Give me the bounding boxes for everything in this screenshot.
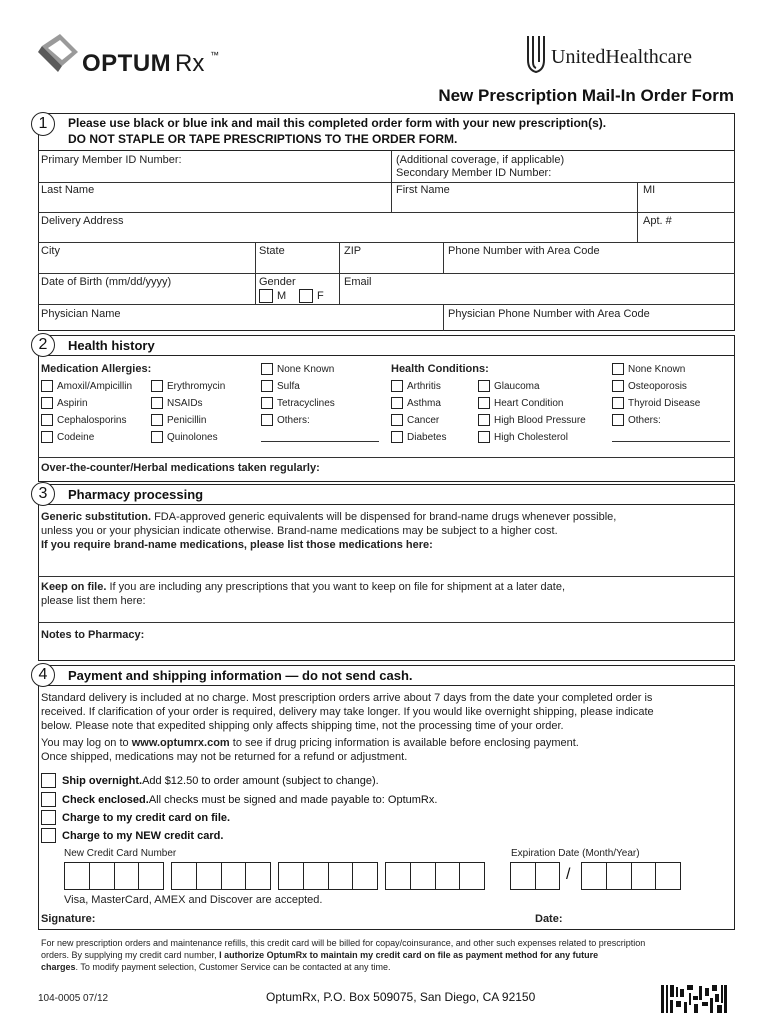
keep-on-file-text-2: please list them here: [41, 595, 146, 607]
allergy-aspirin[interactable]: Aspirin [41, 397, 88, 409]
delivery-info-3: below. Please note that expedited shipping only affects shipping time, not the processing time of your order. [41, 720, 564, 732]
optum-rx-wordmark: Rx [175, 50, 205, 77]
additional-coverage-label: (Additional coverage, if applicable) [396, 154, 565, 166]
expiration-date-label: Expiration Date (Month/Year) [511, 848, 640, 859]
new-credit-card-option[interactable]: Charge to my NEW credit card. [41, 828, 223, 843]
checkbox[interactable] [478, 397, 490, 409]
generic-substitution-text-2: unless you or your physician indicate otherwise. Brand-name medications may be subject to a higher cost. [41, 525, 558, 537]
section-4-number: 4 [31, 663, 55, 687]
checkbox[interactable] [151, 397, 163, 409]
condition-osteoporosis[interactable]: Osteoporosis [612, 380, 687, 392]
allergy-others-line[interactable] [261, 441, 379, 442]
secondary-member-id-label: Secondary Member ID Number: [396, 167, 552, 179]
keep-on-file-text: Keep on file. If you are including any prescriptions that you want to keep on file for shipment at a later date, [41, 581, 566, 593]
allergy-tetracyclines[interactable]: Tetracyclines [261, 397, 335, 409]
physician-phone-label: Physician Phone Number with Area Code [448, 308, 650, 320]
checkbox[interactable] [261, 363, 273, 375]
notes-to-pharmacy-label: Notes to Pharmacy: [41, 629, 145, 641]
optumrx-link[interactable]: www.optumrx.com [131, 737, 230, 749]
section-1-heading-line2: DO NOT STAPLE OR TAPE PRESCRIPTIONS TO THE ORDER FORM. [68, 132, 458, 146]
condition-cancer[interactable]: Cancer [391, 414, 439, 426]
no-returns-info: Once shipped, medications may not be returned for a refund or adjustment. [41, 751, 408, 763]
gender-f-option[interactable]: F [299, 289, 324, 303]
condition-high-bp[interactable]: High Blood Pressure [478, 414, 586, 426]
date-label: Date: [535, 913, 563, 925]
condition-others[interactable]: Others: [612, 414, 661, 426]
cc-group-3[interactable] [278, 862, 378, 890]
allergy-others[interactable]: Others: [261, 414, 310, 426]
generic-substitution-text: Generic substitution. FDA-approved generic equivalents will be dispensed for brand-name drugs whenever possible, [41, 511, 617, 523]
allergy-erythromycin[interactable]: Erythromycin [151, 380, 225, 392]
checkbox[interactable] [41, 431, 53, 443]
form-code: 104-0005 07/12 [38, 993, 109, 1004]
condition-none-known[interactable]: None Known [612, 363, 685, 375]
apt-label: Apt. # [643, 215, 672, 227]
signature-label: Signature: [41, 913, 96, 925]
section-1-number: 1 [31, 112, 55, 136]
exp-year-boxes[interactable] [581, 862, 681, 890]
delivery-info-1: Standard delivery is included at no charge. Most prescription orders arrive about 7 days from the date your completed order is [41, 692, 653, 704]
checkbox[interactable] [612, 363, 624, 375]
allergy-codeine[interactable]: Codeine [41, 431, 94, 443]
physician-name-label: Physician Name [41, 308, 121, 320]
allergy-amoxil[interactable]: Amoxil/Ampicillin [41, 380, 132, 392]
checkbox[interactable] [261, 397, 273, 409]
gender-label: Gender [259, 276, 296, 288]
condition-others-line[interactable] [612, 441, 730, 442]
otc-medications-label: Over-the-counter/Herbal medications taken regularly: [41, 462, 320, 474]
dob-label: Date of Birth (mm/dd/yyyy) [41, 276, 172, 288]
allergy-penicillin[interactable]: Penicillin [151, 414, 206, 426]
section-3-heading: Pharmacy processing [68, 487, 204, 502]
billing-disclaimer: For new prescription orders and maintenance refills, this credit card will be billed for copay/coinsurance, and other such expenses related to prescription orders. By supplying my credit card number, I authorize OptumRx to maintain my credit card on file as payment method for any future charges. To modify payment selection, Customer Service can be contacted at any time. [41, 938, 646, 972]
uhc-logo-icon [525, 34, 547, 74]
checkbox[interactable] [261, 414, 273, 426]
gender-m-option[interactable]: M [259, 289, 286, 303]
website-info: You may log on to www.optumrx.com to see if drug pricing information is available before enclosing payment. [41, 737, 579, 749]
checkbox[interactable] [612, 397, 624, 409]
checkbox[interactable] [41, 828, 56, 843]
section-2-number: 2 [31, 333, 55, 357]
optum-logo [38, 32, 228, 82]
delivery-info-2: received. If clarification of your order is required, delivery may take longer. If you would like overnight shipping, please indicate [41, 706, 654, 718]
allergy-cephalosporins[interactable]: Cephalosporins [41, 414, 127, 426]
email-label: Email [344, 276, 372, 288]
checkbox[interactable] [478, 431, 490, 443]
delivery-address-label: Delivery Address [41, 215, 124, 227]
credit-card-number-label: New Credit Card Number [64, 848, 177, 859]
checkbox[interactable] [478, 414, 490, 426]
health-conditions-label: Health Conditions: [391, 363, 489, 375]
barcode-icon [660, 984, 728, 1014]
checkbox[interactable] [41, 792, 56, 807]
gender-m-checkbox[interactable] [259, 289, 273, 303]
condition-asthma[interactable]: Asthma [391, 397, 441, 409]
condition-glaucoma[interactable]: Glaucoma [478, 380, 540, 392]
uhc-logo [525, 34, 740, 76]
cc-group-2[interactable] [171, 862, 271, 890]
allergy-quinolones[interactable]: Quinolones [151, 431, 218, 443]
checkbox[interactable] [612, 380, 624, 392]
form-title: New Prescription Mail-In Order Form [438, 86, 734, 105]
trademark: ™ [210, 50, 219, 60]
section-1-heading-line1: Please use black or blue ink and mail this completed order form with your new prescription(s). [68, 116, 607, 130]
exp-slash: / [566, 866, 571, 883]
checkbox[interactable] [391, 414, 403, 426]
optum-logo-icon [38, 32, 82, 76]
first-name-label: First Name [396, 184, 450, 196]
credit-card-on-file-option[interactable]: Charge to my credit card on file. [41, 810, 230, 825]
checkbox[interactable] [391, 431, 403, 443]
checkbox[interactable] [478, 380, 490, 392]
checkbox[interactable] [41, 810, 56, 825]
section-2-heading: Health history [68, 338, 155, 353]
condition-thyroid[interactable]: Thyroid Disease [612, 397, 700, 409]
checkbox[interactable] [41, 397, 53, 409]
brand-name-request-label: If you require brand-name medications, please list those medications here: [41, 539, 433, 551]
condition-heart[interactable]: Heart Condition [478, 397, 563, 409]
mailing-address: OptumRx, P.O. Box 509075, San Diego, CA 92150 [266, 990, 536, 1004]
phone-label: Phone Number with Area Code [448, 245, 600, 257]
city-label: City [41, 245, 60, 257]
ship-overnight-option[interactable]: Ship overnight. Add $12.50 to order amount (subject to change). [41, 773, 379, 788]
checkbox[interactable] [41, 414, 53, 426]
condition-diabetes[interactable]: Diabetes [391, 431, 446, 443]
exp-month-boxes[interactable] [510, 862, 560, 890]
checkbox[interactable] [151, 431, 163, 443]
checkbox[interactable] [261, 380, 273, 392]
checkbox[interactable] [612, 414, 624, 426]
accepted-cards-text: Visa, MasterCard, AMEX and Discover are accepted. [64, 894, 323, 906]
cc-group-4[interactable] [385, 862, 485, 890]
allergy-none-known[interactable]: None Known [261, 363, 334, 375]
uhc-wordmark: UnitedHealthcare [551, 46, 693, 68]
condition-high-cholesterol[interactable]: High Cholesterol [478, 431, 568, 443]
checkbox[interactable] [391, 380, 403, 392]
section-4-heading: Payment and shipping information — do not send cash. [68, 668, 413, 683]
checkbox[interactable] [41, 773, 56, 788]
state-label: State [259, 245, 285, 257]
section-3-number: 3 [31, 482, 55, 506]
optum-wordmark: OPTUM [82, 50, 172, 77]
checkbox[interactable] [41, 380, 53, 392]
primary-member-id-label: Primary Member ID Number: [41, 154, 182, 166]
check-enclosed-option[interactable]: Check enclosed. All checks must be signed and made payable to: OptumRx. [41, 792, 437, 807]
cc-group-1[interactable] [64, 862, 164, 890]
medication-allergies-label: Medication Allergies: [41, 363, 152, 375]
mi-label: MI [643, 184, 656, 196]
last-name-label: Last Name [41, 184, 95, 196]
zip-label: ZIP [344, 245, 362, 257]
checkbox[interactable] [151, 380, 163, 392]
checkbox[interactable] [391, 397, 403, 409]
checkbox[interactable] [151, 414, 163, 426]
allergy-nsaids[interactable]: NSAIDs [151, 397, 203, 409]
gender-f-checkbox[interactable] [299, 289, 313, 303]
condition-arthritis[interactable]: Arthritis [391, 380, 441, 392]
allergy-sulfa[interactable]: Sulfa [261, 380, 300, 392]
